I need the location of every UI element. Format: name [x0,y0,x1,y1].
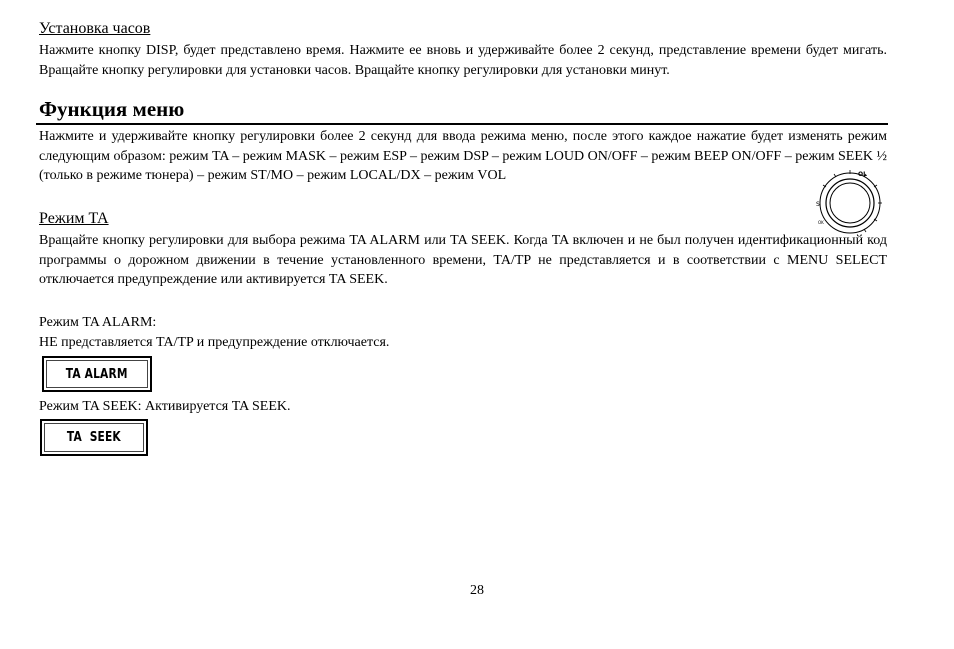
clock-setting-heading: Установка часов [39,20,151,37]
heading-rule [36,123,888,125]
adjustment-knob-icon [806,168,888,238]
ta-seek-display [40,419,148,456]
svg-text:OL: OL [858,171,867,178]
clock-setting-text: Нажмите кнопку DISP, будет представлено время. Нажмите ее вновь и удерживайте более 2 секунд, представление времени будет мигать. Вращайте кнопку регулировки для установки часов. Вращайте кнопку регулировки для установки минут. [39,43,887,78]
ta-alarm-label: Режим TA ALARM: [39,315,157,330]
ta-alarm-display [42,356,152,392]
menu-function-text: Нажмите и удерживайте кнопку регулировки более 2 секунд для ввода режима меню, после этого каждое нажатие будет изменять режим следующим образом: режим TA – режим MASK – режим ESP – режим DSP – режим LOUD ON/OFF – режим BEEP ON/OFF – режим SEEK ½ (только в режиме тюнера) – режим ST/MO – режим LOCAL/DX – режим VOL [39,129,887,183]
svg-text:OK: OK [818,220,824,225]
ta-mode-text: Вращайте кнопку регулировки для выбора режима TA ALARM или TA SEEK. Когда TA включен и не был получен идентификационный код программы о дорожном движении в течение установленного времени, TA/TP не представляется и в соответствии с MENU SELECT отключается предупреждение или активируется TA SEEK. [39,233,887,287]
ta-mode-heading: Режим TA [39,210,109,227]
svg-text:S: S [816,201,820,208]
ta-seek-display-text: TA SEEK [67,430,121,445]
ta-alarm-display-text: TA ALARM [66,366,128,382]
ta-alarm-text: НЕ представляется TA/TP и предупреждение отключается. [39,335,390,350]
ta-seek-text: Режим TA SEEK: Активируется TA SEEK. [39,399,291,414]
menu-function-heading: Функция меню [39,97,185,121]
page-number: 28 [470,583,484,598]
